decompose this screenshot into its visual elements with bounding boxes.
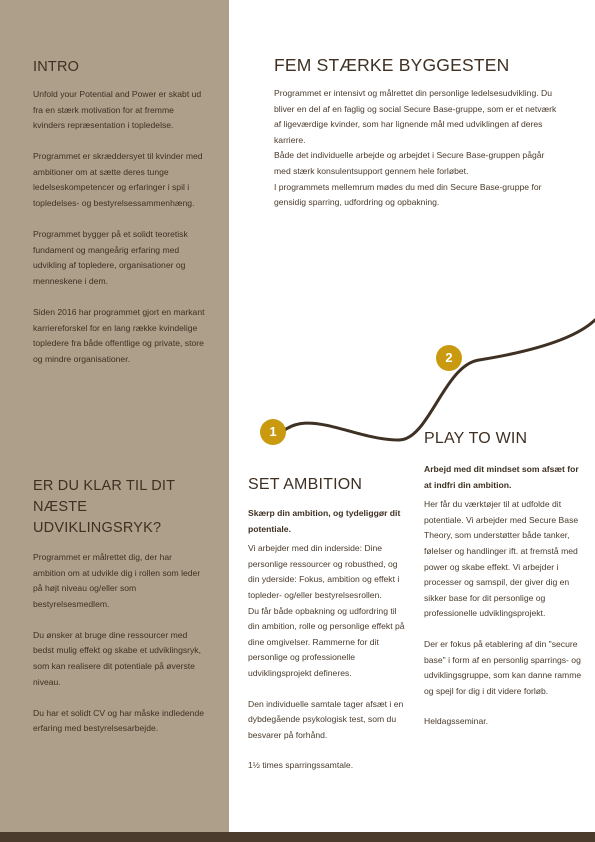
step-1-title: SET AMBITION bbox=[248, 476, 363, 493]
step-1-badge: 1 bbox=[260, 419, 286, 445]
step-1-lead: Skærp din ambition, og tydeliggør dit potentiale. bbox=[248, 508, 401, 534]
sidebar-panel bbox=[0, 0, 229, 832]
question-paragraph: Programmet er målrettet dig, der har ambition om at udvikle dig i rollen som leder på højt niveau og/eller som bestyrelsesmedlem. bbox=[33, 552, 201, 609]
intro-line: Både det individuelle arbejde og arbejdet i Secure Base-gruppen pågår med stærk konsulentsupport gennem hele forløbet. bbox=[274, 150, 545, 176]
intro-paragraph: Siden 2016 har programmet gjort en markant karriereforskel for en lang række kvindelige topledere fra både offentlige og private, store og mindre organisationer. bbox=[33, 307, 205, 364]
intro-line: Programmet er intensivt og målrettet din personlige ledelsesudvikling. Du bliver en del af en faglig og social Secure Base-gruppe, som er et netværk af ligeværdige kvinder, som har lignende mål med udviklingen af deres karriere. bbox=[274, 88, 557, 145]
question-paragraph: Du har et solidt CV og har måske indledende erfaring med bestyrelsesarbejde. bbox=[33, 707, 205, 734]
intro-section bbox=[33, 58, 205, 383]
step-2-body: Her får du værktøjer til at udfolde dit potentiale. Vi arbejder med Secure Base Theory, som understøtter både tanker, følelser og handlinger ift. at fremstå med power og skabe effekt. Vi arbejder i processer og samspil, der giver dig en sikker base for dit personlige og professionelle udviklingsprojekt. bbox=[424, 499, 579, 619]
step-2-body-3: Heldagsseminar. bbox=[424, 716, 489, 727]
page-title: FEM STÆRKE BYGGESTEN bbox=[274, 55, 510, 75]
step-2-body-2: Der er fokus på etablering af din "secure base" i form af en personlig sparrings- og udviklingsgruppe, som kan danne ramme og spejl for dig i dit videre forløb. bbox=[424, 638, 582, 696]
step-2-title: PLAY TO WIN bbox=[424, 430, 528, 447]
intro-title: INTRO bbox=[33, 59, 80, 75]
intro-line: I programmets mellemrum mødes du med din Secure Base-gruppe for gensidig sparring, udfordring og opbakning. bbox=[274, 181, 542, 208]
step-2-lead: Arbejd med dit mindset som afsæt for at indfri din ambition. bbox=[424, 464, 579, 490]
intro-paragraph: Unfold your Potential and Power er skabt ud fra en stærk motivation for at fremme kvinders repræsentation i topledelse. bbox=[33, 89, 202, 131]
question-title: ER DU KLAR TIL DIT NÆSTE UDVIKLINGSRYK? bbox=[33, 478, 175, 536]
intro-text bbox=[274, 86, 559, 211]
step-1-column bbox=[248, 506, 406, 774]
step-1-body-3: 1½ times sparringssamtale. bbox=[248, 760, 354, 771]
bottom-bar bbox=[0, 832, 595, 842]
step-2-badge: 2 bbox=[436, 345, 462, 371]
step-1-body-2: Den individuelle samtale tager afsæt i en dybdegående psykologisk test, som du besvarer på forhånd. bbox=[248, 698, 404, 740]
question-paragraph: Du ønsker at bruge dine ressourcer med bedst mulig effekt og skabe et udviklingsryk, som kan realisere dit potentiale på øverste niveau. bbox=[33, 629, 201, 687]
step-1-body: Vi arbejder med din inderside: Dine personlige ressourcer og robusthed, og din yderside: Fokus, ambition og effekt i topleder- og/eller bestyrelsesrollen. Du får både opbakning og udfordring til din ambition, rolle og personlige effekt på dine omgivelser. Rammerne for dit personlige og professionelle udviklingsprojekt defineres. bbox=[248, 543, 405, 678]
intro-paragraph: Programmet bygger på et solidt teoretisk fundament og mangeårig erfaring med udvikling af topledere, organisationer og menneskene i dem. bbox=[33, 229, 188, 286]
intro-paragraph: Programmet er skræddersyet til kvinder med ambitioner om at sætte deres tunge ledelseskompetencer og erfaringer i spil i topledelses- og bestyrelsessammenhæng. bbox=[33, 151, 203, 209]
question-section bbox=[33, 476, 205, 752]
step-2-column bbox=[424, 462, 584, 730]
